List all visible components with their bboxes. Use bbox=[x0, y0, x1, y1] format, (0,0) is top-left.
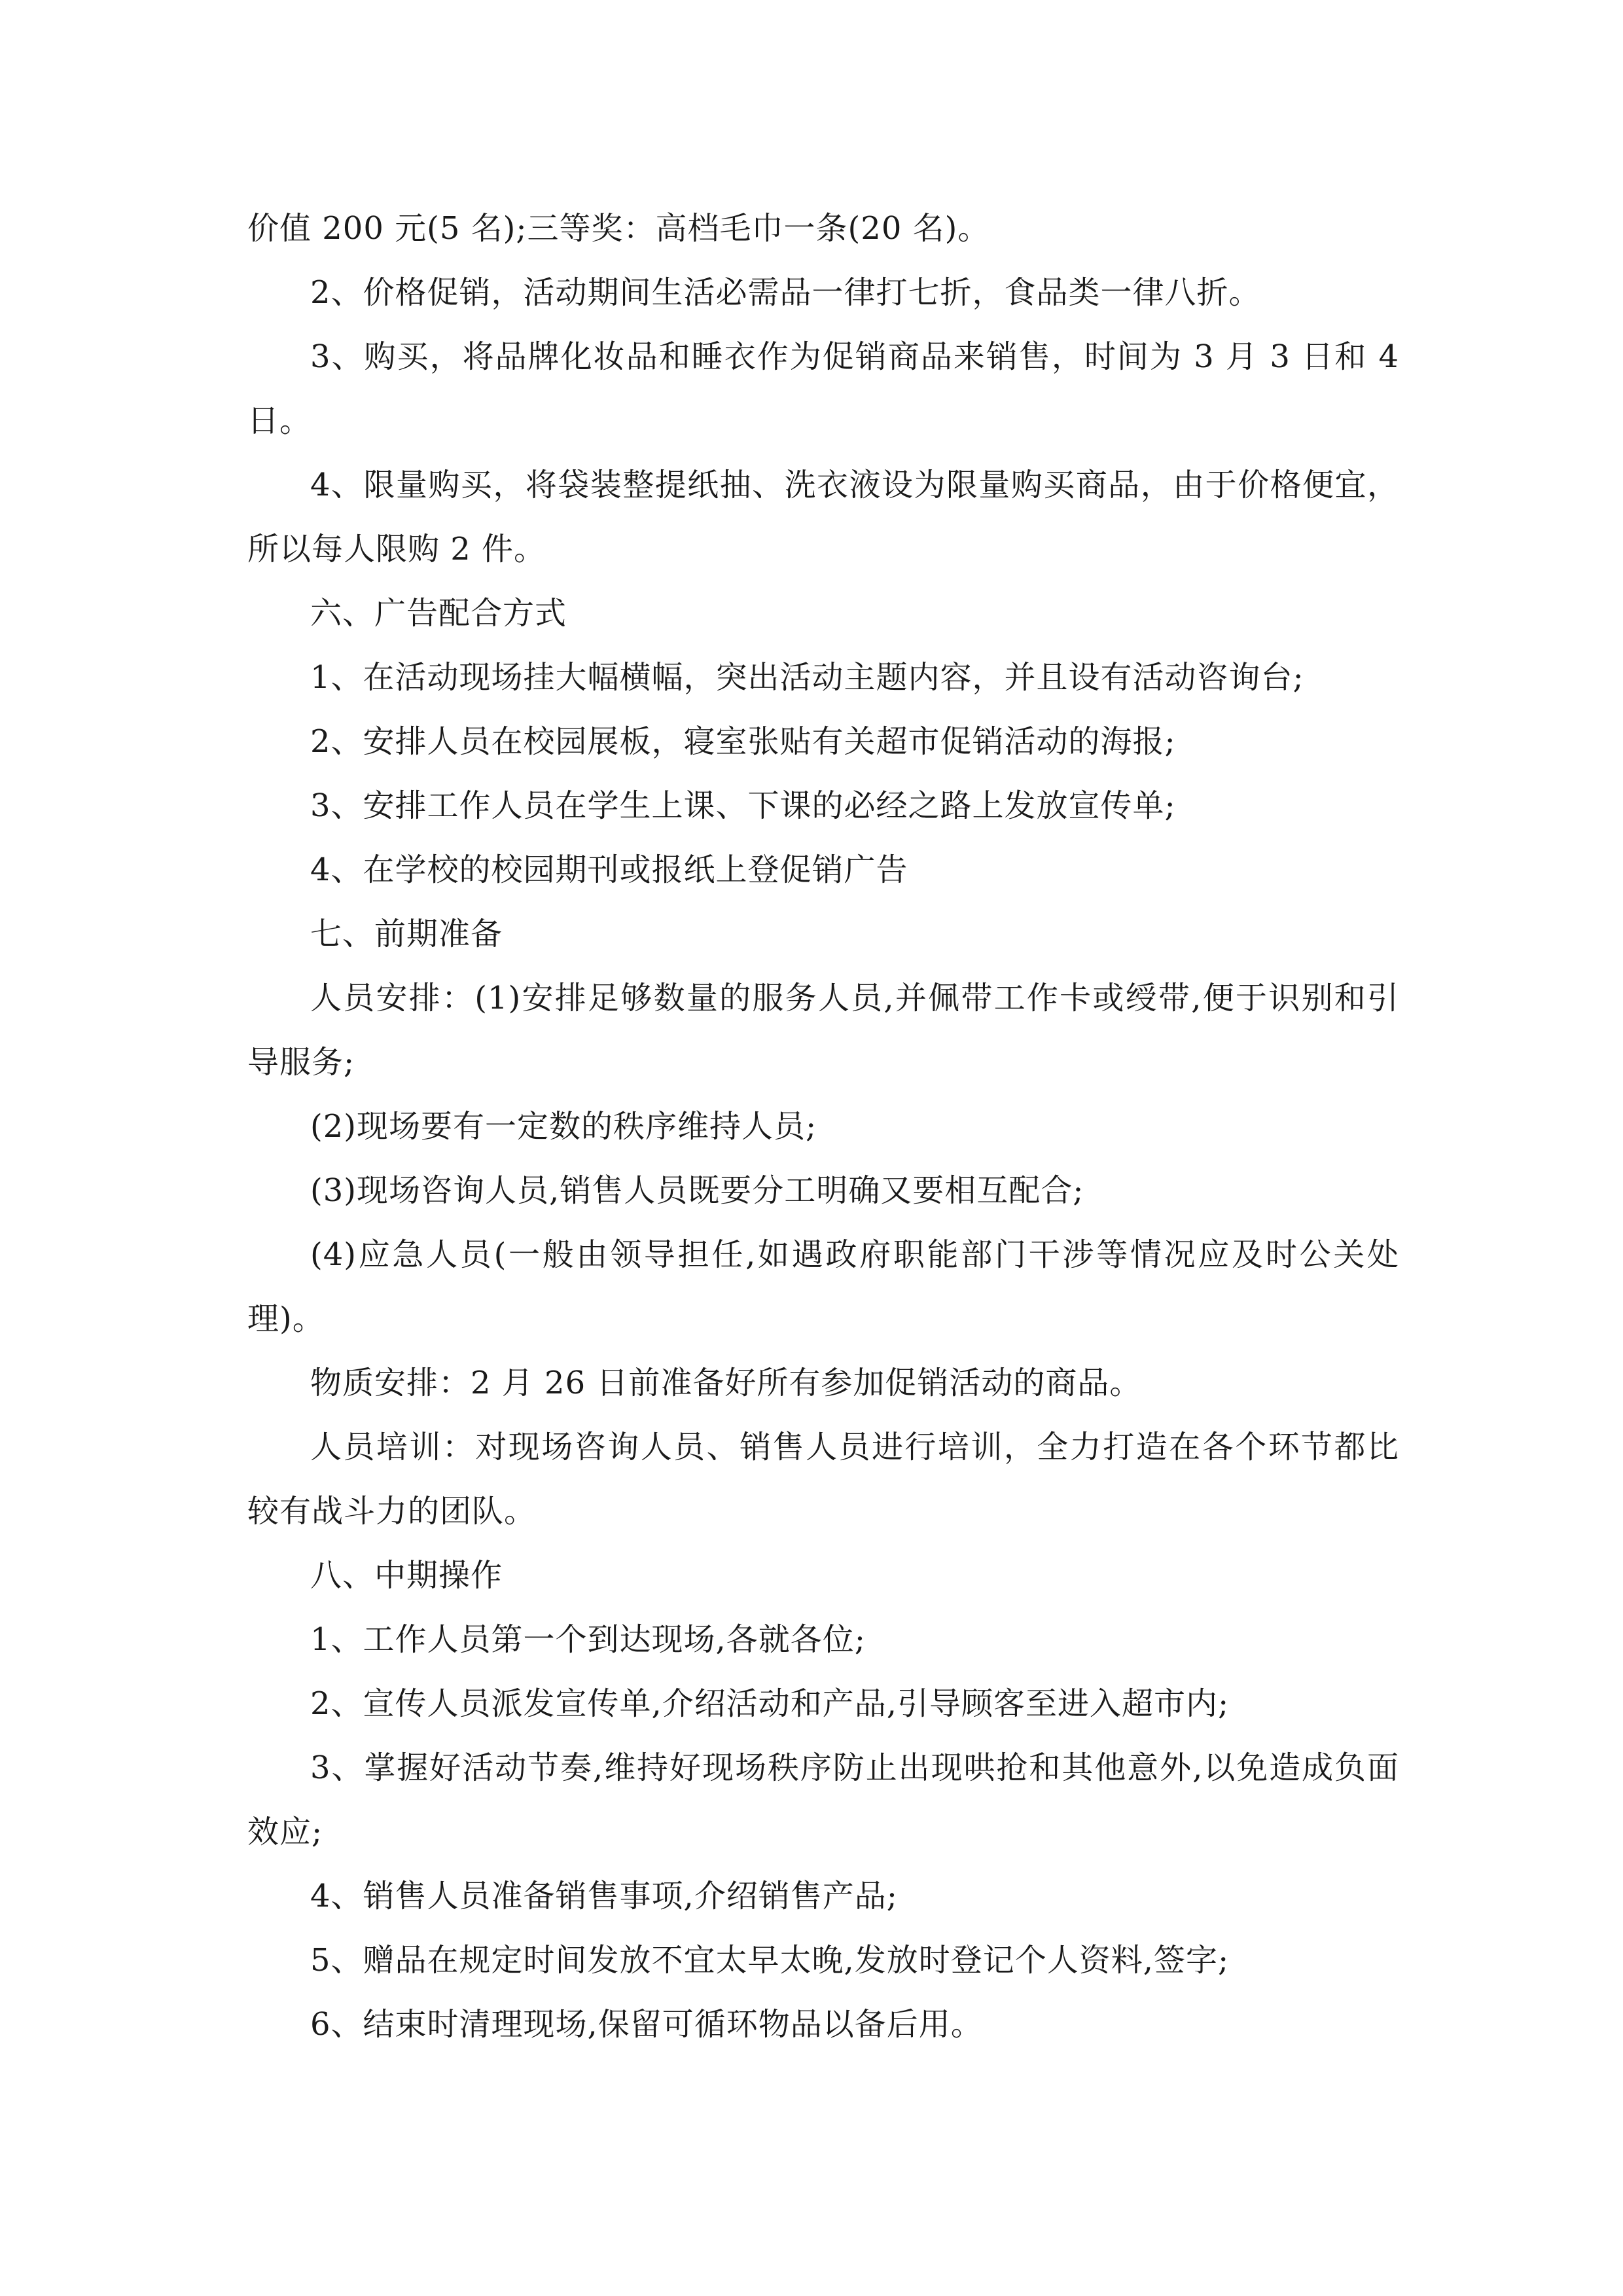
paragraph-op-gifts: 5、赠品在规定时间发放不宜太早太晚,发放时登记个人资料,签字; bbox=[310, 1942, 1230, 1979]
paragraph-ad-posters: 2、安排人员在校园展板，寝室张贴有关超市促销活动的海报; bbox=[310, 723, 1176, 760]
paragraph-staff-training: 人员培训：对现场咨询人员、销售人员进行培训，全力打造在各个环节都比较有战斗力的团队。 bbox=[247, 1429, 1399, 1530]
paragraph-ad-banner: 1、在活动现场挂大幅横幅，突出活动主题内容，并且设有活动咨询台; bbox=[310, 659, 1304, 696]
document-page bbox=[247, 196, 1399, 2056]
paragraph-material-arrangement: 物质安排：2 月 26 日前准备好所有参加促销活动的商品。 bbox=[310, 1365, 1142, 1401]
paragraph-consult-staff: (3)现场咨询人员,销售人员既要分工明确又要相互配合; bbox=[310, 1172, 1084, 1209]
paragraph-order-staff: (2)现场要有一定数的秩序维持人员; bbox=[310, 1108, 817, 1145]
paragraph-op-rhythm: 3、掌握好活动节奏,维持好现场秩序防止出现哄抢和其他意外,以免造成负面效应; bbox=[247, 1749, 1399, 1850]
paragraph-op-sales: 4、销售人员准备销售事项,介绍销售产品; bbox=[310, 1878, 898, 1914]
section-heading-preparation: 七、前期准备 bbox=[310, 916, 503, 952]
paragraph-staff-arrangement: 人员安排：(1)安排足够数量的服务人员,并佩带工作卡或绶带,便于识别和引导服务; bbox=[247, 980, 1399, 1081]
paragraph-prize-value: 价值 200 元(5 名);三等奖：高档毛巾一条(20 名)。 bbox=[247, 210, 990, 247]
section-heading-advertising: 六、广告配合方式 bbox=[310, 595, 567, 632]
section-heading-operation: 八、中期操作 bbox=[310, 1557, 503, 1594]
paragraph-price-promotion: 2、价格促销，活动期间生活必需品一律打七折，食品类一律八折。 bbox=[310, 274, 1261, 311]
paragraph-ad-newspaper: 4、在学校的校园期刊或报纸上登促销广告 bbox=[310, 852, 908, 888]
paragraph-limited-purchase: 4、限量购买，将袋装整提纸抽、洗衣液设为限量购买商品，由于价格便宜，所以每人限购 2 件。 bbox=[247, 467, 1399, 567]
paragraph-op-flyers: 2、宣传人员派发宣传单,介绍活动和产品,引导顾客至进入超市内; bbox=[310, 1685, 1230, 1722]
paragraph-emergency-staff: (4)应急人员(一般由领导担任,如遇政府职能部门干涉等情况应及时公关处理)。 bbox=[247, 1236, 1399, 1337]
paragraph-purchase: 3、购买，将品牌化妆品和睡衣作为促销商品来销售，时间为 3 月 3 日和 4 日。 bbox=[247, 338, 1399, 439]
paragraph-op-cleanup: 6、结束时清理现场,保留可循环物品以备后用。 bbox=[310, 2006, 983, 2043]
paragraph-op-arrival: 1、工作人员第一个到达现场,各就各位; bbox=[310, 1621, 866, 1658]
paragraph-ad-flyers: 3、安排工作人员在学生上课、下课的必经之路上发放宣传单; bbox=[310, 787, 1176, 824]
